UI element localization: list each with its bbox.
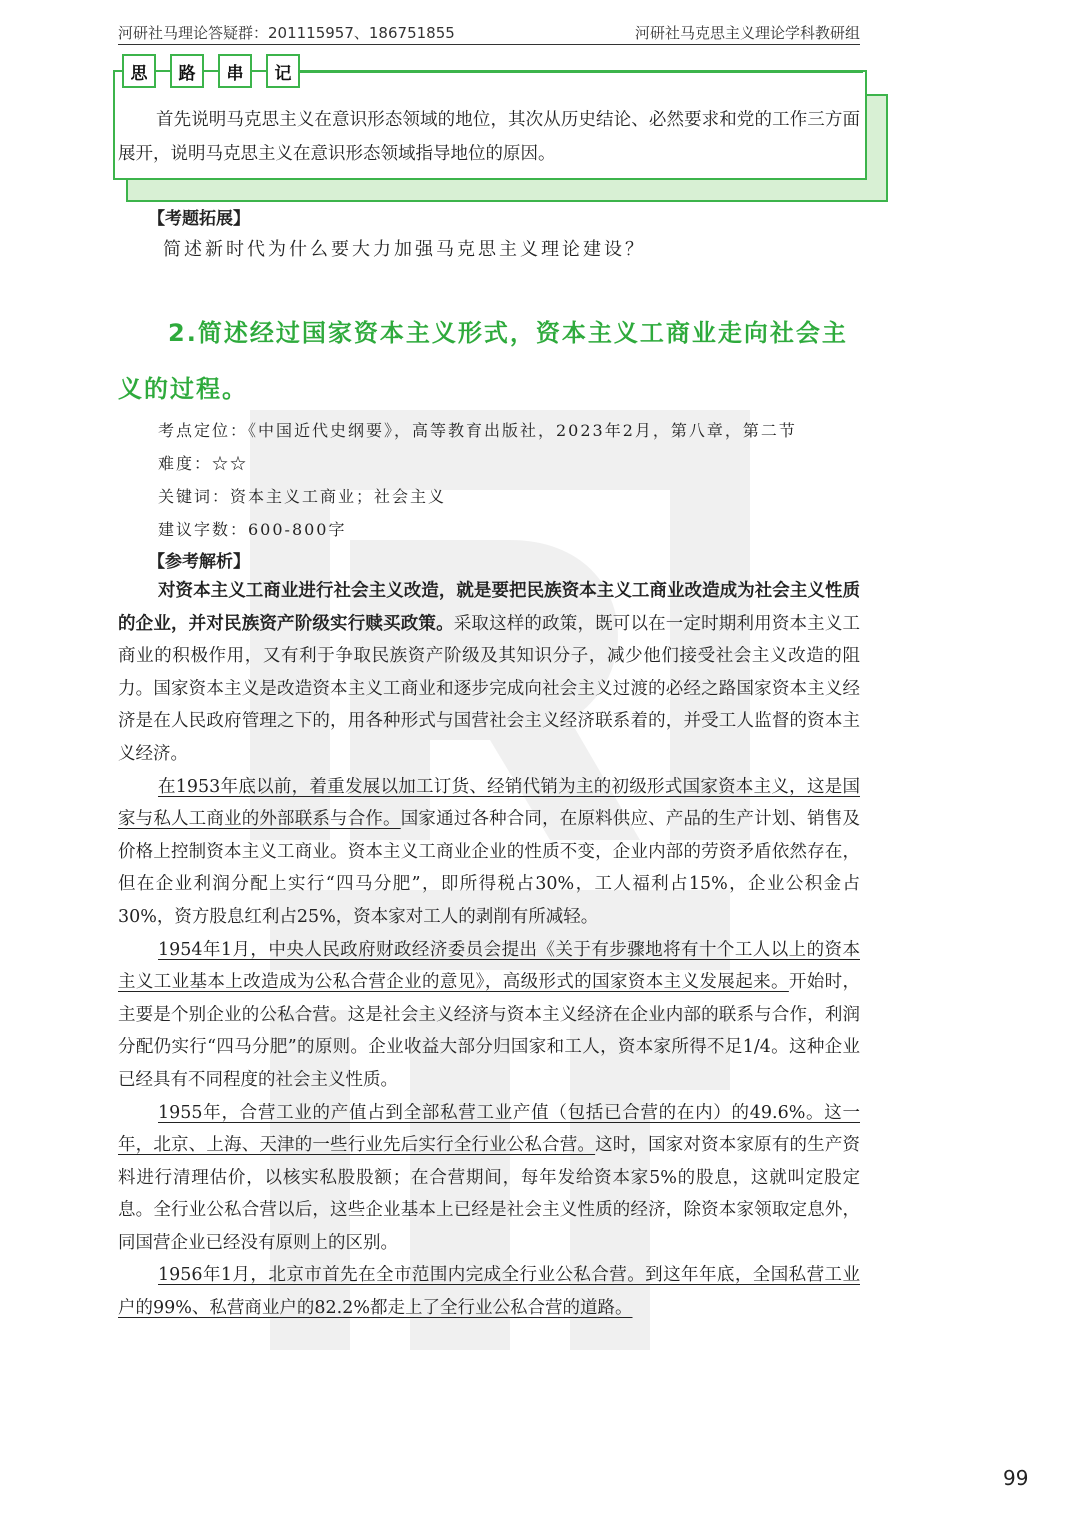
paragraph <box>118 771 860 934</box>
tag-separator <box>252 70 266 72</box>
paragraph <box>118 1097 860 1260</box>
note-text: 首先说明马克思主义在意识形态领域的地位，其次从历史结论、必然要求和党的工作三方面展开，说明马克思主义在意识形态领域指导地位的原因。 <box>118 110 860 164</box>
paragraph <box>118 934 860 1097</box>
note-tags <box>122 54 300 88</box>
paragraph-bold: 对资本主义工商业进行社会主义改造，就是要把民族资本主义工商业改造成为社会主义性质的企业，并对民族资产阶级实行赎买政策。 <box>118 581 860 634</box>
header-right-text: 河研社马克思主义理论学科教研组 <box>634 24 860 42</box>
analysis-label: 【参考解析】 <box>148 552 250 572</box>
meta-word-count: 建议字数：600-800字 <box>158 520 347 539</box>
paragraph-underline: 1954年1月，中央人民政府财政经济委员会提出《关于有步骤地将有十个工人以上的资本主义工业基本上改造成为公私合营企业的意见》，高级形式的国家资本主义发展起来。 <box>118 939 860 993</box>
note-top-line <box>300 70 863 73</box>
paragraph <box>118 575 860 771</box>
paragraph-text: 国家通过各种合同，在原料供应、产品的生产计划、销售及价格上控制资本主义工商业。资本主义工商业企业的性质不变，企业内部的劳资矛盾依然存在，但在企业利润分配上实行“四马分肥”，即所得税占30%，工人福利占15%，企业公积金占30%，资方股息红利占25%，资本家对工人的剥削有所减轻。 <box>118 809 861 927</box>
note-tag: 路 <box>170 54 204 88</box>
extension-label: 【考题拓展】 <box>148 209 250 229</box>
tag-separator <box>156 70 170 72</box>
extension-question: 简述新时代为什么要大力加强马克思主义理论建设？ <box>163 239 646 260</box>
paragraph-text: 开始时，主要是个别企业的公私合营。这是社会主义经济与资本主义经济在企业内部的联系与合作，利润分配仍实行“四马分肥”的原则。企业收益大部分归国家和工人，资本家所得不足1/4。这种企业已经具有不同程度的社会主义性质。 <box>118 972 861 1090</box>
paragraph-underline: 1955年，合营工业的产值占到全部私营工业产值（包括已合营的在内）的49.6%。这一年，北京、上海、天津的一些行业先后实行全行业公私合营。 <box>118 1102 860 1156</box>
tag-separator <box>204 70 218 72</box>
header-left-text: 河研社马理论答疑群：201115957、186751855 <box>118 24 455 42</box>
paragraph-underline: 在1953年底以前，着重发展以加工订货、经销代销为主的初级形式国家资本主义，这是国家与私人工商业的外部联系与合作。 <box>118 776 860 830</box>
note-tag: 思 <box>122 54 156 88</box>
page-number: 99 <box>1003 1466 1029 1490</box>
paragraph-text: 采取这样的政策，既可以在一定时期利用资本主义工商业的积极作用，又有利于争取民族资产阶级及其知识分子，减少他们接受社会主义改造的阻力。国家资本主义是改造资本主义工商业和逐步完成向社会主义过渡的必经之路国家资本主义经济是在人民政府管理之下的，用各种形式与国营社会主义经济联系着的，并受工人监督的资本主义经济。 <box>118 613 861 764</box>
note-tag: 串 <box>218 54 252 88</box>
meta-location: 考点定位：《中国近代史纲要》，高等教育出版社，2023年2月，第八章，第二节 <box>158 421 797 440</box>
analysis-body <box>118 575 860 1325</box>
meta-difficulty: 难度：☆☆ <box>158 454 249 473</box>
note-tag: 记 <box>266 54 300 88</box>
page-header <box>118 18 860 45</box>
paragraph-text: 这时，国家对资本家原有的生产资料进行清理估价，以核实私股股额；在合营期间，每年发给资本家5%的股息，这就叫定股定息。全行业公私合营以后，这些企业基本上已经是社会主义性质的经济，除资本家领取定息外，同国营企业已经没有原则上的区别。 <box>118 1135 860 1253</box>
meta-keywords: 关键词：资本主义工商业；社会主义 <box>158 487 447 506</box>
paragraph <box>118 1259 860 1324</box>
question-title: 2.简述经过国家资本主义形式，资本主义工商业走向社会主义的过程。 <box>118 319 848 403</box>
paragraph-underline: 1956年1月，北京市首先在全市范围内完成全行业公私合营。到这年年底，全国私营工业户的99%、私营商业户的82.2%都走上了全行业公私合营的道路。 <box>118 1265 860 1319</box>
